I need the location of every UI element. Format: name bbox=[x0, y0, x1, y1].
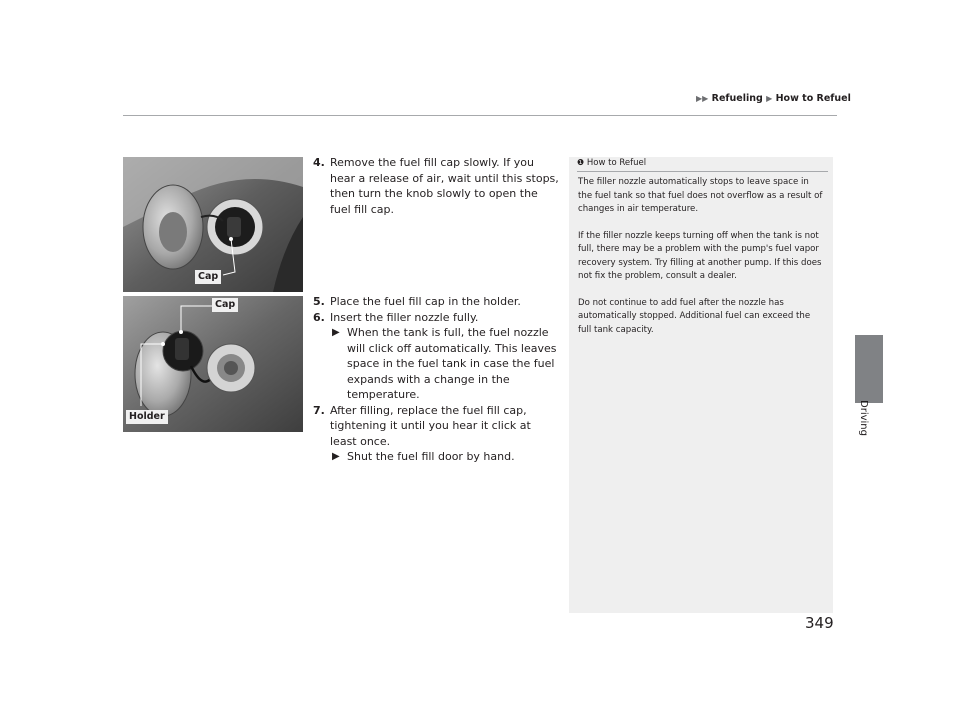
header-rule bbox=[123, 115, 837, 116]
breadcrumb-item-how-to-refuel[interactable]: How to Refuel bbox=[775, 93, 851, 104]
notes-body bbox=[569, 172, 833, 337]
notes-title[interactable]: How to Refuel bbox=[586, 158, 647, 168]
callout-cap: Cap bbox=[195, 270, 221, 284]
breadcrumb-arrow-icon: ▶ bbox=[766, 94, 773, 103]
step-number: 5. bbox=[313, 295, 325, 308]
chapter-tab-marker bbox=[855, 335, 883, 403]
step-7 bbox=[313, 403, 559, 450]
step-6-result bbox=[313, 325, 559, 403]
step-4 bbox=[313, 155, 559, 217]
steps-top bbox=[313, 155, 559, 217]
note-paragraph: If the filler nozzle keeps turning off when the tank is not full, there may be a problem with the pump's fuel vapor recovery system. Try filling at another pump. If this does not fix the problem, consult a dealer. bbox=[578, 230, 822, 281]
step-7-result bbox=[313, 449, 559, 465]
note-paragraph: The filler nozzle automatically stops to leave space in the fuel tank so that fuel does not overflow as a result of changes in air temperature. bbox=[578, 177, 823, 214]
note-paragraph: Do not continue to add fuel after the nozzle has automatically stopped. Additional fuel can exceed the full tank capacity. bbox=[578, 297, 811, 335]
callout-cap: Cap bbox=[212, 298, 238, 312]
step-number: 7. bbox=[313, 403, 325, 417]
step-5 bbox=[313, 294, 559, 310]
step-number: 6. bbox=[313, 310, 325, 324]
step-6 bbox=[313, 310, 559, 326]
callout-holder: Holder bbox=[126, 410, 168, 424]
page-number: 349 bbox=[805, 614, 834, 632]
chapter-tab-label[interactable]: Driving bbox=[858, 400, 869, 436]
step-text: After filling, replace the fuel fill cap, tightening it until you hear it click at least once. bbox=[330, 403, 531, 448]
result-text: When the tank is full, the fuel nozzle will click off automatically. This leaves space in the fuel tank in case the fuel expands with a change in the temperature. bbox=[347, 326, 557, 401]
result-arrow-icon: ▶ bbox=[332, 451, 340, 462]
result-text: Shut the fuel fill door by hand. bbox=[347, 450, 515, 463]
step-text: Insert the filler nozzle fully. bbox=[330, 310, 479, 324]
breadcrumb-item-refueling[interactable]: Refueling bbox=[711, 93, 763, 104]
note-reference-icon: ❶ bbox=[577, 158, 585, 167]
steps-bottom bbox=[313, 294, 559, 465]
step-number: 4. bbox=[313, 156, 325, 169]
breadcrumb bbox=[696, 93, 851, 104]
step-text: Place the fuel fill cap in the holder. bbox=[330, 295, 521, 308]
notes-header bbox=[577, 157, 828, 172]
step-text: Remove the fuel fill cap slowly. If you hear a release of air, wait until this stops, then turn the knob slowly to open the fuel fill cap. bbox=[330, 156, 559, 216]
breadcrumb-arrow-icon: ▶▶ bbox=[696, 94, 709, 103]
notes-panel bbox=[569, 157, 833, 613]
result-arrow-icon: ▶ bbox=[332, 327, 340, 338]
